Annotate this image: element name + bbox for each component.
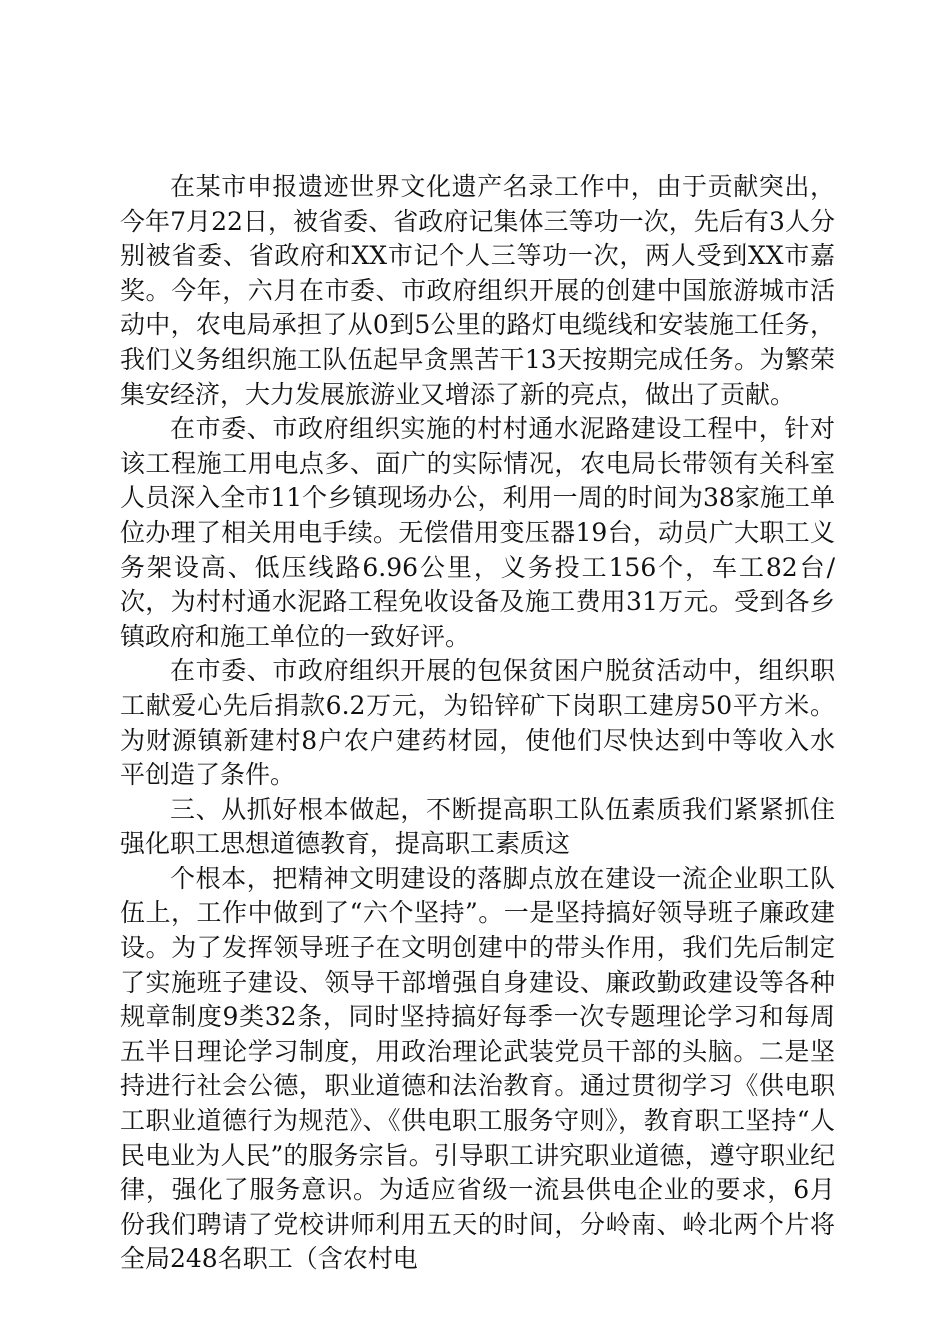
paragraph-3: 在市委、市政府组织开展的包保贫困户脱贫活动中，组织职工献爱心先后捐款6.2万元，为铅锌矿下岗职工建房50平方米。为财源镇新建村8户农户建药材园，使他们尽快达到中等收入水平创造了条件。 (120, 656, 835, 790)
paragraph-4: 三、从抓好根本做起，不断提高职工队伍素质我们紧紧抓住强化职工思想道德教育，提高职工素质这 (120, 794, 835, 859)
paragraph-5: 个根本，把精神文明建设的落脚点放在建设一流企业职工队伍上，工作中做到了“六个坚持”。一是坚持搞好领导班子廉政建设。为了发挥领导班子在文明创建中的带头作用，我们先后制定了实施班子建设、领导干部增强自身建设、廉政勤政建设等各种规章制度9类32条，同时坚持搞好每季一次专题理论学习和每周五半日理论学习制度，用政治理论武装党员干部的头脑。二是坚持进行社会公德，职业道德和法治教育。通过贯彻学习《供电职工职业道德行为规范》、《供电职工服务守则》，教育职工坚持“人民电业为人民”的服务宗旨。引导职工讲究职业道德，遵守职业纪律，强化了服务意识。为适应省级一流县供电企业的要求，6月份我们聘请了党校讲师利用五天的时间，分岭南、岭北两个片将全局248名职工（含农村电 (120, 863, 835, 1274)
document-body (120, 170, 835, 1277)
paragraph-2: 在市委、市政府组织实施的村村通水泥路建设工程中，针对该工程施工用电点多、面广的实际情况，农电局长带领有关科室人员深入全市11个乡镇现场办公，利用一周的时间为38家施工单位办理了相关用电手续。无偿借用变压器19台，动员广大职工义务架设高、低压线路6.96公里，义务投工156个，车工82台/次，为村村通水泥路工程免收设备及施工费用31万元。受到各乡镇政府和施工单位的一致好评。 (120, 414, 835, 651)
paragraph-1: 在某市申报遗迹世界文化遗产名录工作中，由于贡献突出，今年7月22日，被省委、省政府记集体三等功一次，先后有3人分别被省委、省政府和XX市记个人三等功一次，两人受到XX市嘉奖。今年，六月在市委、市政府组织开展的创建中国旅游城市活动中，农电局承担了从0到5公里的路灯电缆线和安装施工任务，我们义务组织施工队伍起早贪黑苦干13天按期完成任务。为繁荣集安经济，大力发展旅游业又增添了新的亮点，做出了贡献。 (120, 172, 835, 409)
